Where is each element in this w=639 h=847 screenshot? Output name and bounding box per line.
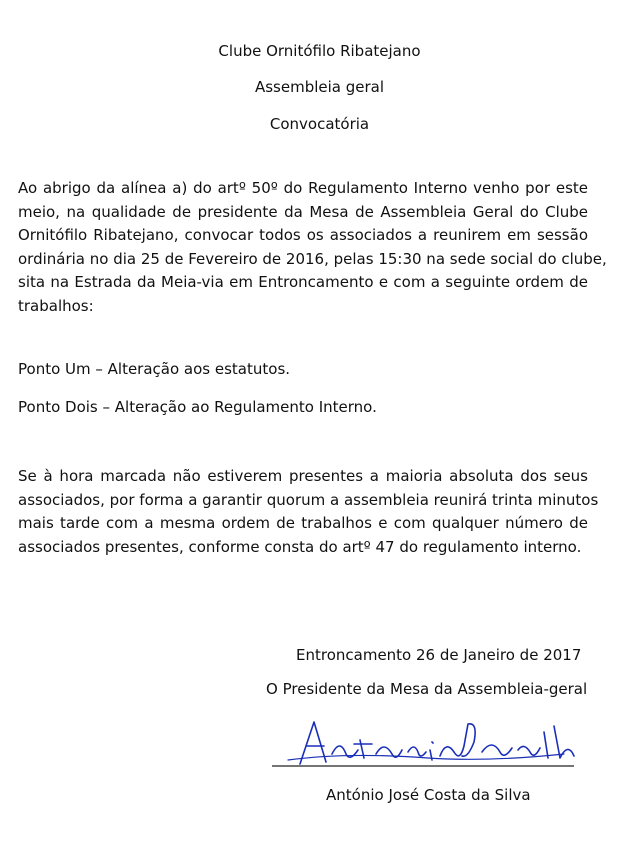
intro-line: trabalhos: xyxy=(18,296,94,315)
quorum-line: associados presentes, conforme consta do artº 47 do regulamento interno. xyxy=(18,537,582,556)
intro-line: ordinária no dia 25 de Fevereiro de 2016, pelas 15:30 na sede social do clube, xyxy=(18,249,607,268)
quorum-line: associados, por forma a garantir quorum a assembleia reunirá trinta minutos xyxy=(18,490,599,509)
club-name: Clube Ornitófilo Ribatejano xyxy=(218,42,421,60)
signatory-name: António José Costa da Silva xyxy=(326,786,531,804)
intro-line: Ao abrigo da alínea a) do artº 50º do Regulamento Interno venho por este xyxy=(18,179,588,197)
quorum-paragraph xyxy=(18,465,599,559)
handwritten-signature xyxy=(268,712,578,774)
place-date: Entroncamento 26 de Janeiro de 2017 xyxy=(296,646,582,664)
intro-paragraph xyxy=(18,177,607,318)
notice-title: Convocatória xyxy=(269,115,370,133)
president-role: O Presidente da Mesa da Assembleia-geral xyxy=(266,680,588,698)
intro-line: Ornitófilo Ribatejano, convocar todos os associados a reunirem em sessão xyxy=(18,226,588,244)
intro-line: meio, na qualidade de presidente da Mesa de Assembleia Geral do Clube xyxy=(18,202,588,221)
assembly-title: Assembleia geral xyxy=(254,78,385,96)
agenda-item-2: Ponto Dois – Alteração ao Regulamento Interno. xyxy=(18,398,377,416)
agenda-item-1: Ponto Um – Alteração aos estatutos. xyxy=(18,360,291,378)
quorum-line: Se à hora marcada não estiverem presentes a maioria absoluta dos seus xyxy=(18,467,588,485)
intro-line: sita na Estrada da Meia-via em Entroncamento e com a seguinte ordem de xyxy=(18,273,588,291)
quorum-line: mais tarde com a mesma ordem de trabalhos e com qualquer número de xyxy=(18,514,588,532)
